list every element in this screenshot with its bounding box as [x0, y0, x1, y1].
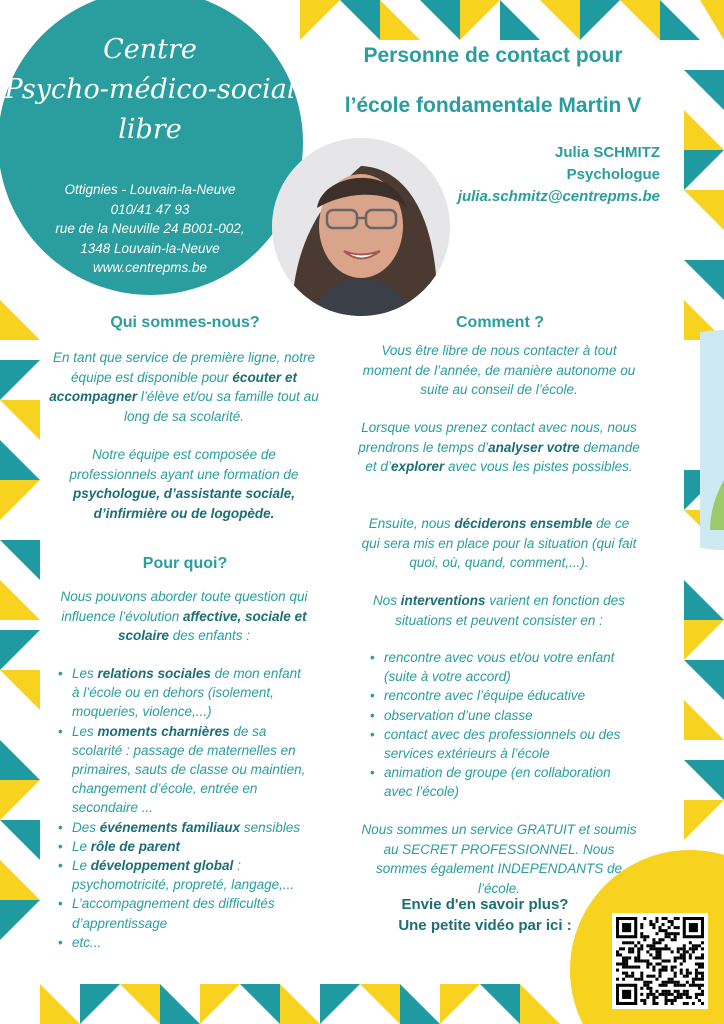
side-circle-decoration	[700, 330, 724, 550]
video-line-2: Une petite vidéo par ici :	[398, 917, 572, 934]
video-line-1: Envie d'en savoir plus?	[401, 896, 569, 913]
comment-paragraph-3: Ensuite, nous déciderons ensemble de ce qui sera mis en place pour la situation (qui fait quoi, où, quand, comment,...).	[361, 516, 637, 570]
person-role: Psychologue	[566, 166, 660, 183]
comment-paragraph-1: Vous être libre de nous contacter à tout moment de l’année, de manière autonome ou suite au conseil de l’école.	[362, 343, 636, 397]
comment-paragraph-5: Nous sommes un service GRATUIT et soumis au SECRET PROFESSIONNEL. Nous sommes également INDEPENDANTS de l’école.	[361, 822, 637, 896]
qr-code-icon	[616, 917, 704, 1005]
comment-list-item: • rencontre avec l’équipe éducative	[370, 686, 640, 705]
qui-paragraph-2: Notre équipe est composée de professionnels ayant une formation de psychologue, d’assistante sociale, d’infirmière ou de logopède.	[69, 447, 299, 521]
comment-list	[370, 648, 640, 802]
brand-line: libre	[118, 114, 182, 145]
comment-list-item: • animation de groupe (en collaboration avec l’école)	[370, 763, 640, 801]
comment-list-item: • contact avec des professionnels ou des services extérieurs à l’école	[370, 725, 640, 763]
video-callout	[380, 894, 590, 936]
pourquoi-list-item: • etc...	[58, 933, 308, 952]
comment-list-item: • rencontre avec vous et/ou votre enfant (suite à votre accord)	[370, 648, 640, 686]
pourquoi-list-item: • Des événements familiaux sensibles	[58, 818, 308, 837]
person-email[interactable]: julia.schmitz@centrepms.be	[457, 188, 660, 205]
brand-line: Psycho-médico-social	[4, 74, 296, 105]
section-title-pourquoi: Pour quoi?	[142, 555, 228, 572]
contact-photo	[272, 138, 450, 316]
comment-list-item: • observation d’une classe	[370, 706, 640, 725]
qui-paragraph-1: En tant que service de première ligne, notre équipe est disponible pour écouter et accompagner l’élève et/ou sa famille tout au long de sa scolarité.	[49, 350, 319, 424]
section-title-comment: Comment ?	[456, 314, 544, 331]
pourquoi-list-item: • L’accompagnement des difficultés d’apprentissage	[58, 894, 308, 932]
pourquoi-list	[58, 664, 308, 952]
pourquoi-list-item: • Les moments charnières de sa scolarité : passage de maternelles en primaires, sauts de classe ou maintien, changement d’école, entrée en secondaire ...	[58, 722, 308, 818]
pourquoi-list-item: • Le rôle de parent	[58, 837, 308, 856]
comment-paragraph-2: Lorsque vous prenez contact avec nous, nous prendrons le temps d’analyser votre demande et d’explorer avec vous les pistes possibles.	[358, 420, 640, 474]
brand-line: Centre	[103, 34, 197, 65]
page-title-line-1: Personne de contact pour	[363, 44, 623, 67]
person-name: Julia SCHMITZ	[554, 144, 660, 161]
contact-block	[10, 180, 290, 278]
contact-city: Ottignies - Louvain-la-Neuve	[64, 182, 236, 197]
page-title-line-2: l’école fondamentale Martin V	[344, 94, 642, 117]
brand-title	[0, 30, 300, 150]
contact-postcode: 1348 Louvain-la-Neuve	[80, 240, 220, 256]
contact-street: rue de la Neuville 24 B001-002,	[55, 221, 245, 236]
qr-code[interactable]	[612, 913, 708, 1009]
section-title-qui: Qui sommes-nous?	[110, 314, 260, 331]
comment-paragraph-4: Nos interventions varient en fonction des situations et peuvent consister en :	[372, 593, 626, 628]
pourquoi-list-item: • Les relations sociales de mon enfant à l’école ou en dehors (isolement, moqueries, violence,...)	[58, 664, 308, 722]
pourquoi-list-item: • Le développement global : psychomotricité, propreté, langage,...	[58, 856, 308, 894]
pourquoi-intro: Nous pouvons aborder toute question qui influence l’évolution affective, sociale et scolaire des enfants :	[60, 589, 308, 643]
contact-phone[interactable]: 010/41 47 93	[110, 201, 190, 217]
contact-website[interactable]: www.centrepms.be	[92, 260, 208, 275]
